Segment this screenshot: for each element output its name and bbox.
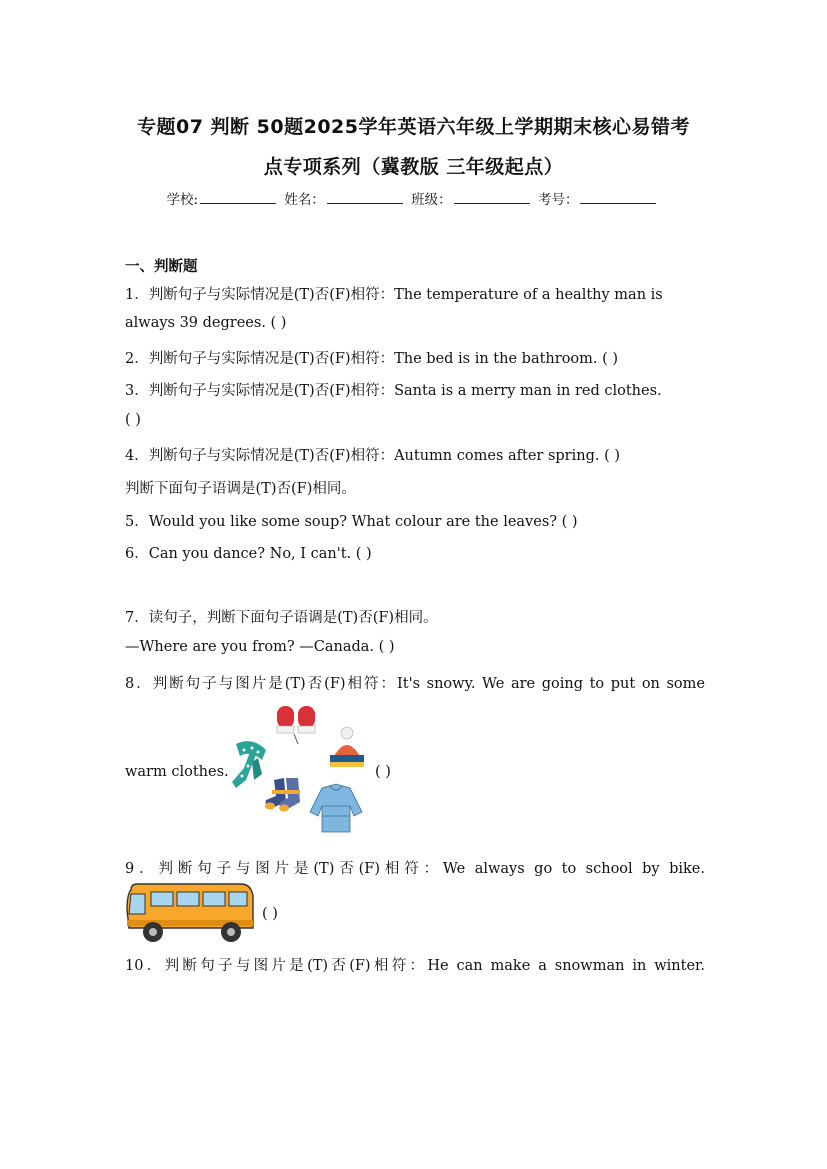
sweater-icon (310, 784, 362, 832)
intonation-instruction: 判断下面句子语调是(T)否(F)相同。 (125, 481, 356, 497)
school-label: 学校: (166, 192, 199, 208)
bus-image (125, 880, 255, 946)
class-label: 班级： (411, 192, 452, 208)
question-3-line-1: 3．判断句子与实际情况是(T)否(F)相符：Santa is a merry man in red clothes. (125, 383, 662, 399)
mittens-icon (277, 706, 315, 744)
winter-clothes-image (222, 700, 372, 835)
bus-icon (127, 884, 253, 942)
question-1-line-2: always 39 degrees. ( ) (125, 315, 287, 331)
hat-icon (330, 727, 364, 767)
question-5: 5．Would you like some soup? What colour are the leaves? ( ) (125, 514, 578, 530)
socks-icon (265, 778, 300, 812)
scarf-icon (232, 741, 266, 788)
question-9-line-1: 9．判断句子与图片是(T)否(F)相符：We always go to school by bike. (125, 861, 705, 877)
name-blank[interactable] (327, 191, 403, 204)
question-9-paren: ( ) (262, 906, 278, 922)
question-8-line-2: warm clothes. (125, 764, 229, 780)
question-3-line-2: ( ) (125, 412, 141, 428)
question-2: 2．判断句子与实际情况是(T)否(F)相符：The bed is in the bathroom. ( ) (125, 351, 619, 367)
title-line-2: 点专项系列（冀教版 三年级起点） (263, 156, 564, 178)
question-6: 6．Can you dance? No, I can't. ( ) (125, 546, 372, 562)
school-blank[interactable] (200, 191, 276, 204)
name-label: 姓名： (284, 192, 325, 208)
question-10: 10．判断句子与图片是(T)否(F)相符：He can make a snowman in winter. (125, 958, 705, 974)
question-1-line-1: 1．判断句子与实际情况是(T)否(F)相符：The temperature of a healthy man is (125, 287, 663, 303)
title-line-1: 专题07 判断 50题2025学年英语六年级上学期期末核心易错考 (137, 116, 690, 138)
class-blank[interactable] (454, 191, 530, 204)
number-label: 考号： (537, 192, 579, 208)
question-8-line-1: 8．判断句子与图片是(T)否(F)相符：It's snowy. We are going to put on some (125, 676, 705, 692)
question-8-paren: ( ) (375, 764, 391, 780)
question-7-line-1: 7．读句子，判断下面句子语调是(T)否(F)相同。 (125, 610, 438, 626)
question-7-line-2: —Where are you from? —Canada. ( ) (125, 639, 395, 655)
number-blank[interactable] (580, 191, 656, 204)
section-heading: 一、判断题 (125, 259, 198, 275)
question-4: 4．判断句子与实际情况是(T)否(F)相符：Autumn comes after spring. ( ) (125, 448, 621, 464)
student-info-row (0, 188, 827, 208)
